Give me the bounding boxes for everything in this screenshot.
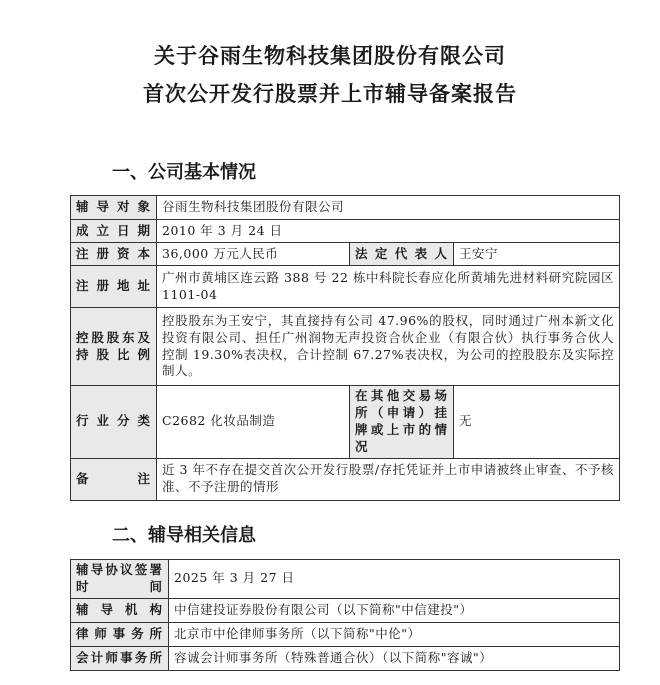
accounting-firm-label: 会计师事务所 xyxy=(71,646,169,670)
accounting-firm-value: 容诚会计师事务所（特殊普通合伙）（以下简称"容诚"） xyxy=(169,646,620,670)
address-value: 广州市黄埔区连云路 388 号 22 栋中科院长春应化所黄埔先进材料研究院园区 1101-04 xyxy=(157,266,620,308)
capital-value: 36,000 万元人民币 xyxy=(157,243,350,266)
table-row xyxy=(71,560,620,599)
remark-value: 近 3 年不存在提交首次公开发行股票/存托凭证并上市申请被终止审查、不予核准、不予注册的情形 xyxy=(157,458,620,500)
target-label: 辅导对象 xyxy=(71,196,157,220)
capital-label: 注册资本 xyxy=(71,243,157,266)
table-row xyxy=(71,266,620,308)
founded-label: 成立日期 xyxy=(71,220,157,243)
remark-label: 备注 xyxy=(71,458,157,500)
table-row xyxy=(71,196,620,220)
table-row xyxy=(71,598,620,622)
institution-label: 辅导机构 xyxy=(71,598,169,622)
agreement-value: 2025 年 3 月 27 日 xyxy=(169,560,620,599)
document-title-line1: 关于谷雨生物科技集团股份有限公司 xyxy=(154,44,506,68)
table-row xyxy=(71,646,620,670)
table-row xyxy=(71,458,620,500)
founded-value: 2010 年 3 月 24 日 xyxy=(157,220,620,243)
table-row xyxy=(71,622,620,646)
law-firm-label: 律师事务所 xyxy=(71,622,169,646)
address-label: 注册地址 xyxy=(71,266,157,308)
table-row xyxy=(71,308,620,386)
table-row xyxy=(71,220,620,243)
listing-label: 在其他交易场所（申请）挂牌或上市的情况 xyxy=(350,386,454,459)
section1-heading: 一、公司基本情况 xyxy=(112,162,256,183)
table-row xyxy=(71,386,620,459)
institution-value: 中信建投证券股份有限公司（以下简称"中信建投"） xyxy=(169,598,620,622)
table-row xyxy=(71,243,620,266)
legal-rep-label: 法定代表人 xyxy=(350,243,454,266)
holder-value: 控股股东为王安宁，其直接持有公司 47.96%的股权，同时通过广州本新文化投资有限公司、担任广州润物无声投资合伙企业（有限合伙）执行事务合伙人控制 19.30%表决权，合计控制 67.27%表决权，为公司的控股股东及实际控制人。 xyxy=(157,308,620,386)
section2-heading: 二、辅导相关信息 xyxy=(112,525,256,546)
document-title-line2: 首次公开发行股票并上市辅导备案报告 xyxy=(143,82,517,106)
company-info-table xyxy=(70,195,620,501)
legal-rep-value: 王安宁 xyxy=(454,243,620,266)
industry-label: 行业分类 xyxy=(71,386,157,459)
listing-value: 无 xyxy=(454,386,620,459)
agreement-label: 辅导协议签署时间 xyxy=(71,560,169,599)
target-value: 谷雨生物科技集团股份有限公司 xyxy=(157,196,620,220)
tutoring-info-table xyxy=(70,559,620,671)
industry-value: C2682 化妆品制造 xyxy=(157,386,350,459)
law-firm-value: 北京市中伦律师事务所（以下简称"中伦"） xyxy=(169,622,620,646)
holder-label: 控股股东及持股比例 xyxy=(71,308,157,386)
